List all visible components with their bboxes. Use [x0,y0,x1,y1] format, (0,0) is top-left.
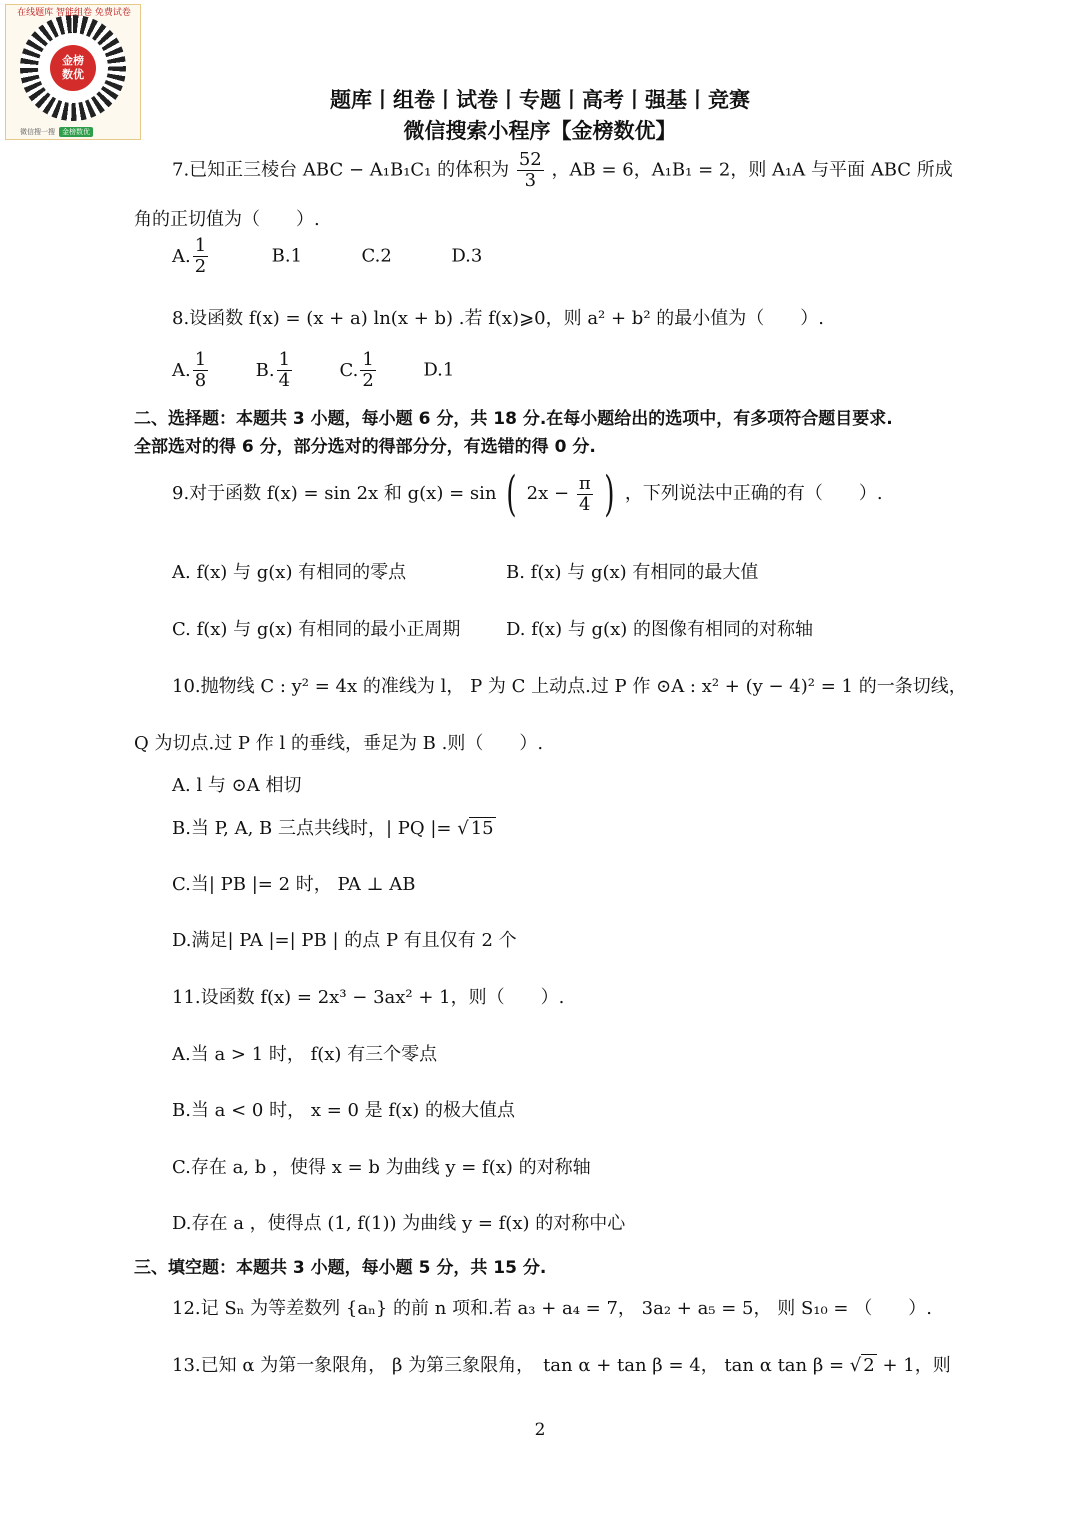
q7-options [172,236,482,277]
qr-search-bar: 微信搜一搜 金榜数优 [20,127,132,137]
q7-option-a: A. $\frac{1}{2}$ [172,235,207,277]
section-2-instructions: 全部选对的得 6 分，部分选对的得部分分，有选错的得 0 分. [134,437,596,457]
q13-stem: 13.已知 α 为第一象限角， β 为第三象限角， tan α + tan β = 4， tan α tan β = √ 2 + 1，则 [172,1355,951,1376]
qr-top-text: 在线题库 智能组卷 免费试卷 [17,8,131,18]
q10-option-a: A. l 与 ⊙A 相切 [172,775,302,796]
q11-option-a: A.当 a > 1 时， f(x) 有三个零点 [172,1044,438,1065]
section-3-heading: 三、填空题：本题共 3 小题，每小题 5 分，共 15 分. [134,1258,547,1278]
q10-option-b: B.当 P, A, B 三点共线时，| PQ |= √ 15 [172,818,494,839]
q11-option-d: D.存在 a ，使得点 (1, f(1)) 为曲线 y = f(x) 的对称中心 [172,1213,626,1234]
q12-stem: 12.记 Sₙ 为等差数列 {aₙ} 的前 n 项和.若 a₃ + a₄ = 7， 3a₂ + a₅ = 5， 则 S₁₀ = （ ）. [172,1298,932,1319]
q9-stem: 9.对于函数 f(x) = sin 2x 和 g(x) = sin ( 2x − $\frac{\pi}{4}$ ) ，下列说法中正确的有（ ）. [172,466,883,522]
q9-option-a: A. f(x) 与 g(x) 有相同的零点 [172,562,407,583]
q9-option-d: D. f(x) 与 g(x) 的图像有相同的对称轴 [506,619,813,640]
q11-option-c: C.存在 a, b ，使得 x = b 为曲线 y = f(x) 的对称轴 [172,1157,591,1178]
q7-stem: 7.已知正三棱台 ABC − A₁B₁C₁ 的体积为 $\frac{52}{3}$ ，AB = 6，A₁B₁ = 2，则 A₁A 与平面 ABC 所成 [172,149,953,191]
q8-option-d: D.1 [423,359,455,381]
page-number: 2 [534,1420,546,1440]
q9-option-b: B. f(x) 与 g(x) 有相同的最大值 [506,562,759,583]
q9-option-c: C. f(x) 与 g(x) 有相同的最小正周期 [172,619,461,640]
q11-stem: 11.设函数 f(x) = 2x³ − 3ax² + 1，则（ ）. [172,987,565,1008]
q7-option-b: B.1 [271,245,303,267]
q7-stem-line2: 角的正切值为（ ）. [134,209,320,230]
q10-option-c: C.当| PB |= 2 时， PA ⊥ AB [172,874,416,895]
q8-options [172,350,454,391]
q8-option-b: B. $\frac{1}{4}$ [255,349,291,391]
q9-fraction: $\frac{\pi}{4}$ [578,472,591,515]
q10-stem-line2: Q 为切点.过 P 作 l 的垂线，垂足为 B .则（ ）. [134,733,544,754]
q8-option-a: A. $\frac{1}{8}$ [172,349,207,391]
q7-fraction: $\frac{52}{3}$ [518,149,542,191]
q10-stem: 10.抛物线 C : y² = 4x 的准线为 l， P 为 C 上动点.过 P 作 ⊙A : x² + (y − 4)² = 1 的一条切线， [172,676,967,697]
q10-option-d: D.满足| PA |=| PB | 的点 P 有且仅有 2 个 [172,930,517,951]
qr-logo: 金榜 数优 [50,45,96,91]
section-2-heading: 二、选择题：本题共 3 小题，每小题 6 分，共 18 分.在每小题给出的选项中，有多项符合题目要求. [134,409,893,429]
q8-option-c: C. $\frac{1}{2}$ [339,349,374,391]
q7-option-c: C.2 [361,245,392,267]
q7-option-d: D.3 [451,245,483,267]
q8-stem: 8.设函数 f(x) = (x + a) ln(x + b) .若 f(x)⩾0，则 a² + b² 的最小值为（ ）. [172,308,824,329]
q11-option-b: B.当 a < 0 时， x = 0 是 f(x) 的极大值点 [172,1100,515,1121]
header-line-1: 题库丨组卷丨试卷丨专题丨高考丨强基丨竞赛 [330,87,750,112]
header-line-2: 微信搜索小程序【金榜数优】 [403,118,677,143]
